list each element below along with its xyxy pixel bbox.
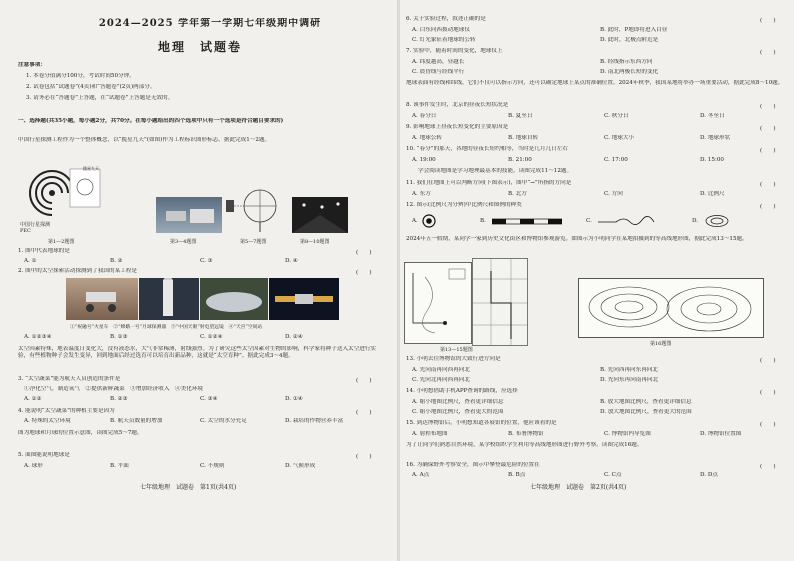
q4-option-a: A. 特殊的太空环境: [24, 418, 71, 424]
q16-option-d: D. D点: [700, 472, 718, 478]
question-14: 14. 小明想借助手机APP查询的路线，应选择: [406, 388, 518, 394]
q13-option-c: C. 先向北再向西再向北: [412, 377, 470, 383]
q15-option-b: B. 布署博物馆: [508, 431, 544, 437]
q16-option-a: A. A点: [412, 472, 430, 478]
q10-option-a: A. 19:00: [412, 157, 436, 163]
question-7: 7. 实验中，随着时间的变化，地球仪上: [406, 48, 503, 54]
q14-option-d: D. 放大地图比例尺，查看更大的范围: [600, 409, 692, 415]
q3-option-c: C. ③④: [200, 396, 218, 402]
globe-lamp-figure: [222, 180, 284, 234]
exam-header-title: 2024—2025 学年第一学期七年级期中调研: [98, 18, 322, 29]
answer-paren: ( ): [356, 410, 372, 416]
passage-q5-7: 图为地球和月球的位置示意图，读图完成5～7题。: [18, 430, 143, 436]
question-3: 3. “太空蔬菜”能为航天人员创造的条件是: [18, 376, 121, 382]
fig-caption-2: 第3—4题图: [170, 239, 197, 245]
contour-blob-icon: [704, 214, 730, 228]
answer-paren: ( ): [356, 270, 372, 276]
question-9: 9. 影响地球上昼夜长短变化的主要原因是: [406, 124, 509, 130]
question-13: 13. 小明去往博物馆的大致行进方向是: [406, 356, 501, 362]
q15-option-c: C. 博物馆内导览图: [604, 431, 651, 437]
q12-option-c: C.: [586, 218, 592, 224]
q13-option-d: D. 先向东再向南再向北: [600, 377, 659, 383]
q12-option-b: B.: [480, 218, 486, 224]
q12-option-d: D.: [692, 218, 699, 224]
q2-option-d: D. ②④: [285, 334, 303, 340]
answer-paren: ( ): [760, 104, 776, 110]
q8-option-c: C. 秋分日: [604, 113, 629, 119]
notes-title: 注意事项：: [18, 62, 46, 68]
q16-option-c: C. C点: [604, 472, 622, 478]
contour-map-figure: [578, 278, 764, 338]
q1-option-a: A. ①: [24, 258, 37, 264]
q1-option-d: D. ④: [285, 258, 298, 264]
note-1: 1. 本卷分值满分100分，考试时间50分钟。: [26, 73, 135, 79]
q10-option-c: C. 17:00: [604, 157, 628, 163]
q3-option-d: D. ①④: [285, 396, 303, 402]
district-map-figure: [404, 262, 472, 344]
q5-option-a: A. 球形: [24, 463, 43, 469]
q10-option-d: D. 15:00: [700, 157, 724, 163]
q7-option-d: D. 南北两极长短的变化: [600, 69, 659, 75]
q1-option-b: B. ②: [110, 258, 123, 264]
q6-option-c: C. 灯光象征着地球的公转: [412, 37, 476, 43]
scale-bar-icon: [492, 218, 562, 226]
q15-option-a: A. 射程布地图: [412, 431, 448, 437]
fig-caption-16: 第16题图: [650, 341, 672, 347]
q6-option-b: B. 此时，P地即将进入白昼: [600, 27, 668, 33]
fig-caption-3: 第5—7题图: [240, 239, 267, 245]
q3-option-b: B. ②③: [110, 396, 128, 402]
q14-option-a: A. 缩小地图比例尺，查看更详细信息: [412, 399, 504, 405]
q9-option-d: D. 地球形状: [700, 135, 731, 141]
question-10: 10. “春分”的那天，各地的昼夜长短约相等，当时是几月几日左右: [406, 146, 568, 152]
answer-paren: ( ): [356, 378, 372, 384]
q6-option-a: A. 白东向西拨动地球仪: [412, 27, 470, 33]
q7-option-a: A. 纬度越高，昼越长: [412, 59, 465, 65]
left-page-footer: 七年级地理 试题卷 第1页(共4页): [140, 484, 237, 491]
answer-paren: ( ): [760, 358, 776, 364]
q4-option-d: D. 栽培的作物营养丰富: [285, 418, 344, 424]
q13-option-a: A. 先向南再向西再向北: [412, 367, 470, 373]
passage-q16: 为了让同学们熟悉自然环境，某学校组织学生利用等高线地形图进行野外考察。读图完成16题。: [406, 442, 643, 448]
q9-option-a: A. 地球公转: [412, 135, 442, 141]
passage-q8-10: 地球表面有经线和纬线，它们不仅可以指示方向，还可以确定地球上某点的准确位置。2024年秋季，我国某地将举办一场重要活动，据此完成8～10题。: [406, 80, 784, 86]
q9-option-b: B. 地球自转: [508, 135, 539, 141]
q11-option-c: C. 方向: [604, 191, 623, 197]
q13-option-b: B. 先向西再向东再向北: [600, 367, 659, 373]
river-line-icon: [596, 214, 656, 226]
question-11: 11. 我们在地图上可以判断方向(下图表示)，图中“→”所指的方向是: [406, 180, 572, 186]
answer-paren: ( ): [760, 182, 776, 188]
section-1-heading: 一、选择题(共35小题，每小题2分，共70分。在每小题给出的四个选项中只有一个选项是符合题目要求的): [18, 118, 284, 124]
question-8: 8. 该事件发生时，北京的昼夜长短状况是: [406, 102, 509, 108]
answer-paren: ( ): [760, 50, 776, 56]
passage-q3-4: 太空因素特殊，地表温度日变化大，没有液态水，大气非常稀薄，射线强烈。为了研究这些太空因素对生物的影响，科学家将种子送入太空进行实验，有些植物种子会发生变异，回到地面后经过选育可以培育出新品种，这就是“太空育种”。据此完成3～4题。: [18, 346, 377, 359]
exam-header-subject: 地理 试题卷: [157, 40, 242, 54]
answer-paren: ( ): [760, 126, 776, 132]
answer-paren: ( ): [760, 464, 776, 470]
q7-option-b: B. 经线指示东西方向: [600, 59, 653, 65]
q4-option-b: B. 航天员数量的增加: [110, 418, 163, 424]
question-12: 12. 图示(比例尺为分辨)中比例尺和图例的种类: [406, 202, 522, 208]
answer-paren: ( ): [760, 204, 776, 210]
logo-caption: 中国行星探测 PEC: [20, 222, 51, 234]
q5-option-b: B. 平面: [110, 463, 129, 469]
rover-captions: ①“祝融号”火星车 ②“嫦娥一号”月球探测器 ③“中国天眼”射电望远镜 ④“天宫”空间站: [70, 325, 263, 330]
logo-sub-label: 揽星九天: [83, 166, 99, 171]
answer-paren: ( ): [760, 148, 776, 154]
q9-option-c: C. 地球大小: [604, 135, 635, 141]
q3-option-a: A. ①②: [24, 396, 42, 402]
q16-option-b: B. B点: [508, 472, 526, 478]
street-route-map: [472, 258, 528, 346]
q15-option-d: D. 博物馆位置图: [700, 431, 742, 437]
night-road-photo: [292, 197, 348, 233]
passage-q13-16: 2024年五一假期，某同学一家到历史文化街区和博物馆参观游览。如图示为小明同学在某地拍摄到的等高线地形图，据此完成13～15题。: [406, 236, 748, 242]
page-right: [400, 0, 794, 561]
fig-caption-1: 第1—2题图: [48, 239, 75, 245]
question-16: 16. 为确保野外考察安全，图示中攀登最危险的位置在: [406, 462, 540, 468]
mars-rover-photo: [66, 278, 138, 320]
telescope-photo: [200, 278, 268, 320]
space-station-photo: [269, 278, 339, 320]
answer-paren: ( ): [760, 422, 776, 428]
intro-q1-2: 中国行星探测工程作为一个整体概念，以“揽星九天”(如图)作为工程标识图形标志。据此完成1～2题。: [18, 137, 271, 143]
q7-option-c: C. 晨昏线与经线平行: [412, 69, 465, 75]
q1-option-c: C. ③: [200, 258, 213, 264]
q5-option-c: C. 不规则: [200, 463, 225, 469]
note-2: 2. 试卷包括“试题卷”(4页)和“答题卷”(2页)两部分。: [26, 84, 156, 90]
q2-option-a: A. ①②③④: [24, 334, 52, 340]
q3-items: ①净化空气，制造氧气 ②提供新鲜蔬菜 ③增加经济收入 ④美化环境: [24, 386, 204, 392]
q2-option-c: C. ①②④: [200, 334, 223, 340]
q12-option-a: A.: [412, 218, 418, 224]
fig-caption-4: 第8—10题图: [300, 239, 330, 245]
pec-logo-image: [22, 165, 104, 227]
passage-q11-12: 学会阅读地图是学习地理最基本的技能，读图完成11～12题。: [418, 168, 573, 174]
rocket-photo: [139, 278, 199, 320]
answer-paren: ( ): [356, 454, 372, 460]
q11-option-b: B. 北方: [508, 191, 527, 197]
satellite-photo: [156, 197, 222, 233]
q8-option-d: D. 冬至日: [700, 113, 725, 119]
q8-option-a: A. 春分日: [412, 113, 437, 119]
q5-option-d: D. 气候形成: [285, 463, 316, 469]
answer-paren: ( ): [760, 390, 776, 396]
fig-caption-13-15: 第13—15题图: [440, 347, 473, 353]
q2-option-b: B. ①③: [110, 334, 128, 340]
q6-option-d: D. 此时，北极点附近是: [600, 37, 659, 43]
q4-option-c: C. 太空的水分充足: [200, 418, 247, 424]
target-circle-icon: [422, 214, 436, 228]
note-3: 3. 请务必在“答题卷”上答题，在“试题卷”上答题是无效的。: [26, 95, 174, 101]
question-2: 2. 图中的太空探索活动探测到了我国的某工程是: [18, 268, 137, 274]
answer-paren: ( ): [760, 18, 776, 24]
q14-option-c: C. 缩小地图比例尺，查看更大的范围: [412, 409, 504, 415]
q11-option-a: A. 东方: [412, 191, 431, 197]
question-5: 5. 面图能说明地球是: [18, 452, 70, 458]
q14-option-b: B. 放大地图比例尺，查看更详细信息: [600, 399, 692, 405]
q11-option-d: D. 比例尺: [700, 191, 725, 197]
question-4: 4. 能说明“太空蔬菜”的种植主要是因为: [18, 408, 115, 414]
answer-paren: ( ): [356, 250, 372, 256]
q10-option-b: B. 21:00: [508, 157, 532, 163]
question-6: 6. 关于实验过程，叙述正确的是: [406, 16, 486, 22]
right-page-footer: 七年级地理 试题卷 第2页(共4页): [530, 484, 627, 491]
q8-option-b: B. 夏至日: [508, 113, 533, 119]
question-1: 1. 图中代表地球的是: [18, 248, 70, 254]
question-15: 15. 到达博物馆后，小明想知道各展馆的位置，他应该看的是: [406, 420, 557, 426]
